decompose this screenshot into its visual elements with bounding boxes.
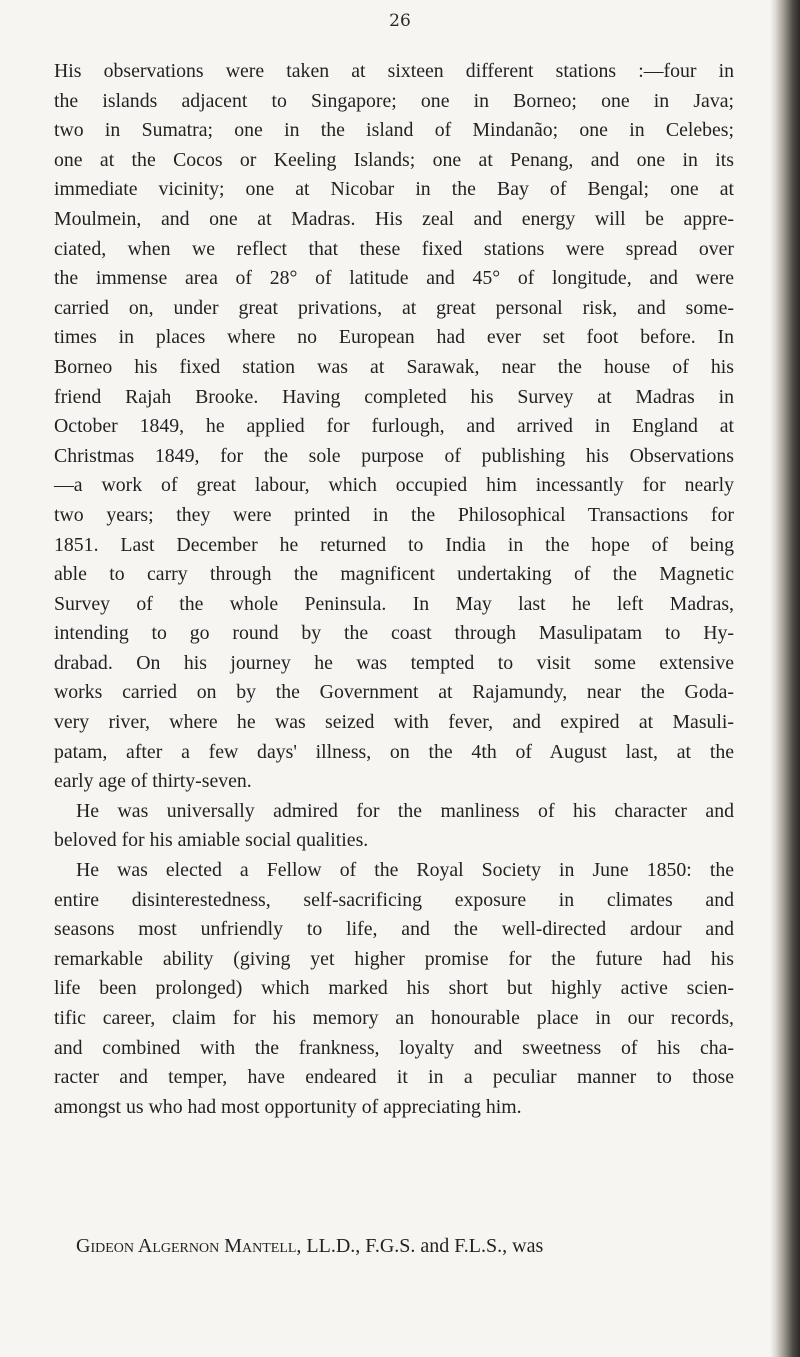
text-line: remarkable ability (giving yet higher promise for the future had his [54,947,734,970]
signature-rest: , LL.D., F.G.S. and F.L.S., was [296,1235,544,1257]
text-line: two in Sumatra; one in the island of Mindanão; one in Celebes; [54,119,734,142]
text-line: entire disinterestedness, self-sacrificing exposure in climates and [54,888,734,911]
page-number: 26 [389,11,411,31]
signature-name: Gideon Algernon Mantell [76,1235,297,1257]
text-line: beloved for his amiable social qualities. [54,829,369,852]
text-line: 1851. Last December he returned to India in the hope of being [54,533,734,556]
text-line: life been prolonged) which marked his short but highly active scien- [54,977,734,1000]
text-line: early age of thirty-seven. [54,770,252,793]
text-line: drabad. On his journey he was tempted to visit some extensive [54,651,734,674]
text-line: immediate vicinity; one at Nicobar in the Bay of Bengal; one at [54,178,734,201]
text-line: Moulmein, and one at Madras. His zeal and energy will be appre- [54,207,734,230]
text-line: ciated, when we reflect that these fixed stations were spread over [54,237,734,260]
text-line: and combined with the frankness, loyalty and sweetness of his cha- [54,1036,734,1059]
signature-line [76,1235,736,1258]
text-line: intending to go round by the coast through Masulipatam to Hy- [54,622,734,645]
text-line: the immense area of 28° of latitude and 45° of longitude, and were [54,267,734,290]
text-line: amongst us who had most opportunity of appreciating him. [54,1095,522,1118]
text-line: October 1849, he applied for furlough, and arrived in England at [54,415,734,438]
body-text [54,57,734,1122]
text-line: friend Rajah Brooke. Having completed his Survey at Madras in [54,385,734,408]
text-line: very river, where he was seized with fever, and expired at Masuli- [54,711,734,734]
text-line: two years; they were printed in the Philosophical Transactions for [54,503,734,526]
text-line: works carried on by the Government at Rajamundy, near the Goda- [54,681,734,704]
text-line: He was elected a Fellow of the Royal Society in June 1850: the [76,859,734,882]
text-line: tific career, claim for his memory an honourable place in our records, [54,1007,734,1029]
text-line: one at the Cocos or Keeling Islands; one at Penang, and one in its [54,148,734,171]
book-gutter [776,0,800,1357]
text-line: —a work of great labour, which occupied him incessantly for nearly [54,474,734,497]
text-line: His observations were taken at sixteen different stations :—four in [54,60,734,82]
text-line: Survey of the whole Peninsula. In May last he left Madras, [54,592,734,615]
text-line: Christmas 1849, for the sole purpose of publishing his Observations [54,444,734,467]
text-line: able to carry through the magnificent undertaking of the Magnetic [54,563,734,586]
text-line: He was universally admired for the manliness of his character and [76,799,734,822]
text-line: the islands adjacent to Singapore; one in Borneo; one in Java; [54,89,734,112]
text-line: carried on, under great privations, at great personal risk, and some- [54,296,734,319]
text-line: patam, after a few days' illness, on the 4th of August last, at the [54,740,734,763]
text-line: times in places where no European had ever set foot before. In [54,326,734,349]
text-line: Borneo his fixed station was at Sarawak, near the house of his [54,355,734,378]
text-line: racter and temper, have endeared it in a peculiar manner to those [54,1066,734,1089]
text-line: seasons most unfriendly to life, and the well-directed ardour and [54,918,734,941]
